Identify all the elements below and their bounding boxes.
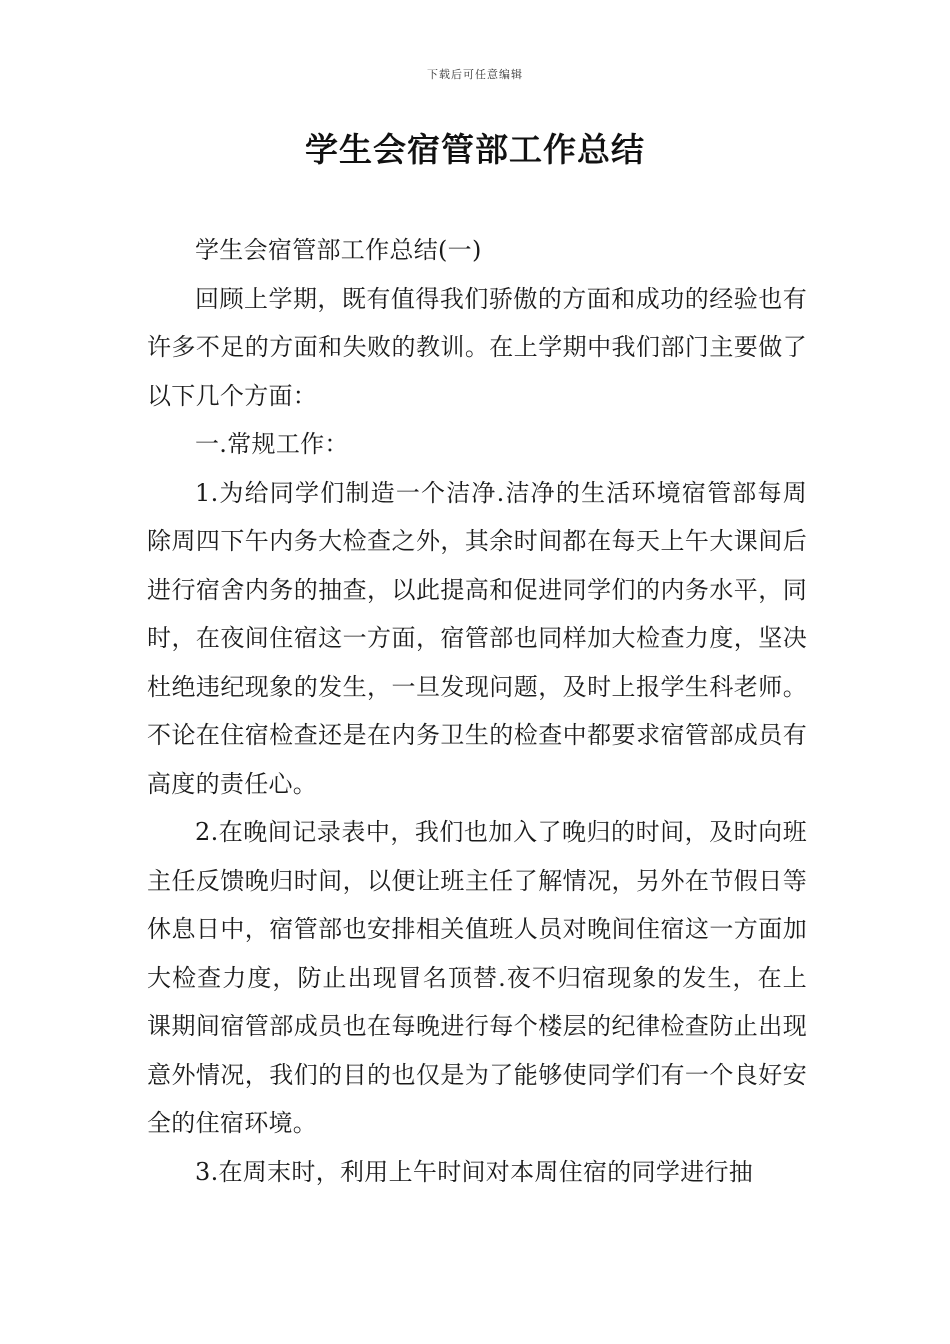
page-header: 下载后可任意编辑 — [427, 68, 523, 81]
document-body — [147, 226, 807, 1196]
paragraph-item-2: 2.在晚间记录表中，我们也加入了晚归的时间，及时向班主任反馈晚归时间，以便让班主任了解情况，另外在节假日等休息日中，宿管部也安排相关值班人员对晚间住宿这一方面加大检查力度，防止出现冒名顶替.夜不归宿现象的发生，在上课期间宿管部成员也在每晚进行每个楼层的纪律检查防止出现意外情况，我们的目的也仅是为了能够使同学们有一个良好安全的住宿环境。 — [147, 818, 807, 1137]
paragraph-section-heading: 一.常规工作： — [195, 430, 349, 458]
paragraph-intro: 回顾上学期，既有值得我们骄傲的方面和成功的经验也有许多不足的方面和失败的教训。在上学期中我们部门主要做了以下几个方面： — [147, 284, 807, 410]
paragraph-item-1: 1.为给同学们制造一个洁净.洁净的生活环境宿管部每周除周四下午内务大检查之外，其余时间都在每天上午大课间后进行宿舍内务的抽查，以此提高和促进同学们的内务水平，同时，在夜间住宿这一方面，宿管部也同样加大检查力度，坚决杜绝违纪现象的发生，一旦发现问题，及时上报学生科老师。不论在住宿检查还是在内务卫生的检查中都要求宿管部成员有高度的责任心。 — [147, 478, 807, 798]
document-title: 学生会宿管部工作总结 — [305, 130, 645, 169]
paragraph-item-3: 3.在周末时，利用上午时间对本周住宿的同学进行抽 — [195, 1157, 754, 1186]
paragraph-subtitle: 学生会宿管部工作总结(一) — [195, 236, 482, 264]
